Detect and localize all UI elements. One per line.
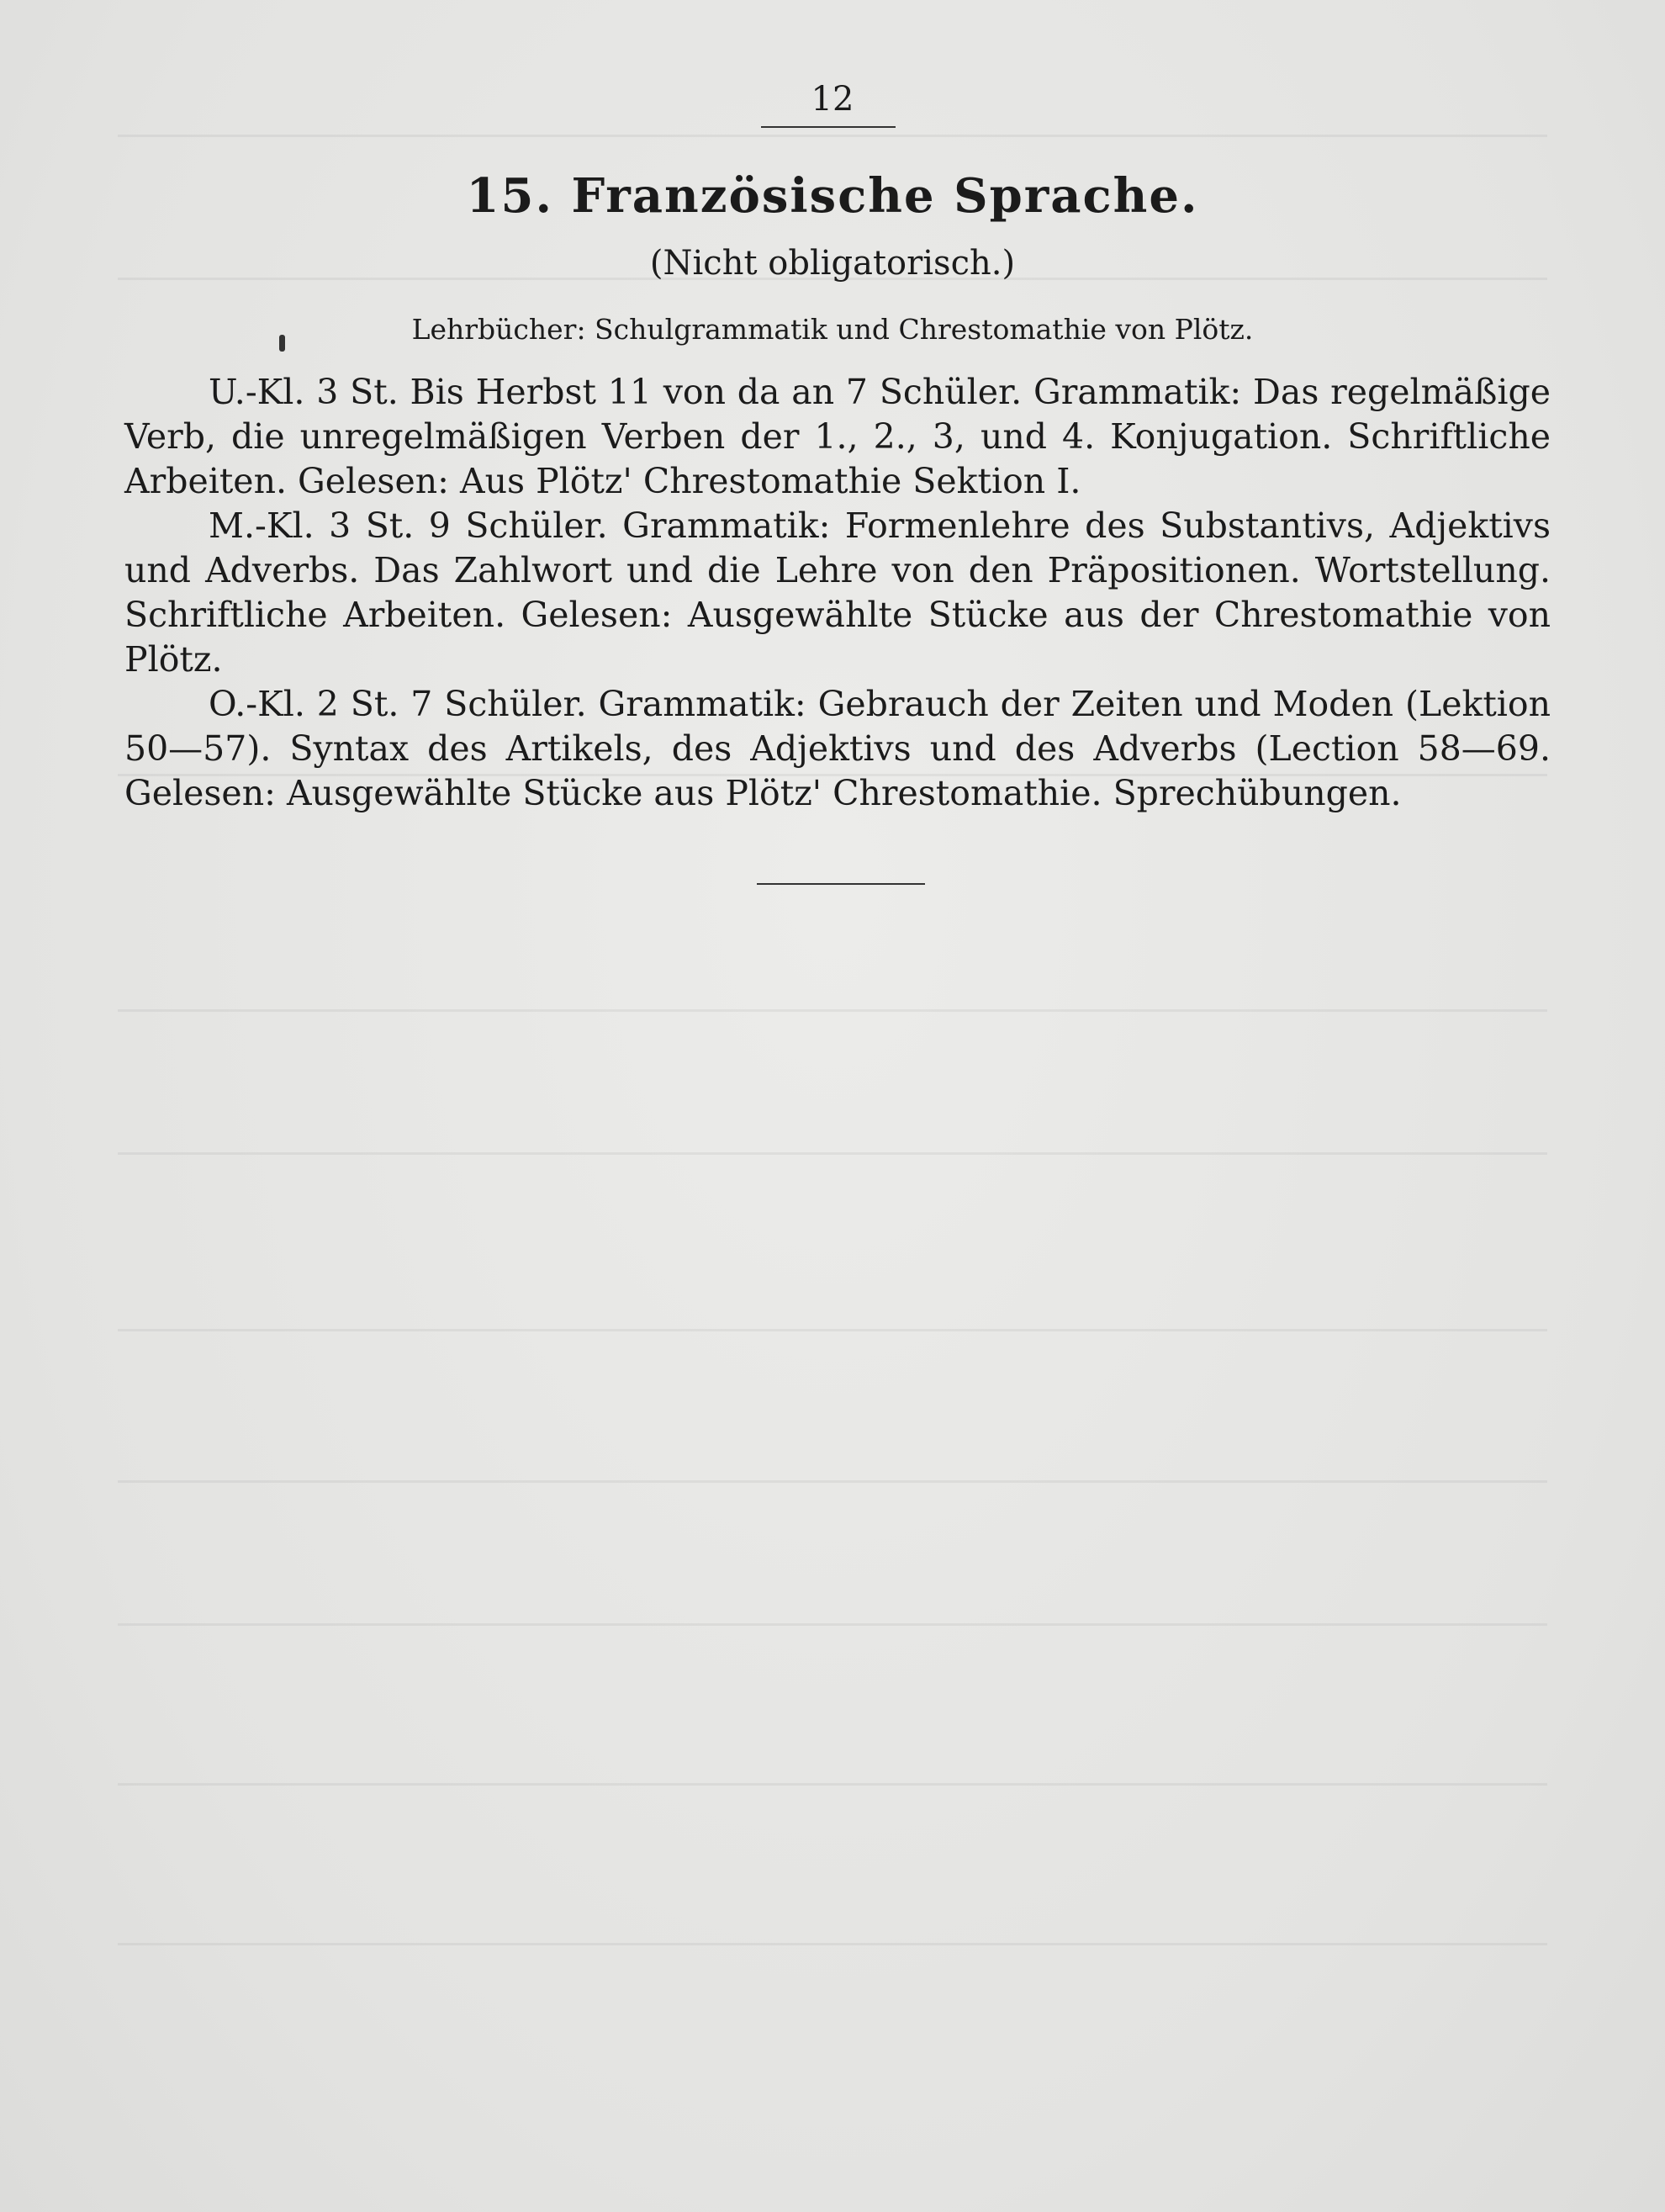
bleed-through-line (118, 135, 1547, 137)
bleed-through-line (118, 1329, 1547, 1331)
bleed-through-line (118, 1480, 1547, 1483)
paragraph-unterklasse: U.-Kl. 3 St. Bis Herbst 11 von da an 7 Schüler. Grammatik: Das regelmäßige Verb, die unregelmäßigen Verben der 1., 2., 3, und 4. Konjugation. Schriftliche Arbeiten. Gelesen: Aus Plötz' Chrestomathie Sektion I. (124, 372, 1551, 501)
body-text (124, 370, 1551, 816)
textbooks-line: Lehrbücher: Schulgrammatik und Chrestomathie von Plötz. (411, 313, 1254, 346)
section-subtitle: (Nicht obligatorisch.) (649, 244, 1016, 283)
bleed-through-line (118, 1943, 1547, 1945)
bleed-through-line (118, 1783, 1547, 1786)
page-number: 12 (811, 80, 854, 119)
section-title: 15. Französische Sprache. (466, 168, 1199, 224)
bleed-through-line (118, 1009, 1547, 1012)
bleed-through-line (118, 1623, 1547, 1626)
page-number-rule (761, 126, 896, 128)
bleed-through-line (118, 1152, 1547, 1155)
section-end-rule (757, 883, 925, 885)
paragraph-oberklasse: O.-Kl. 2 St. 7 Schüler. Grammatik: Gebrauch der Zeiten und Moden (Lektion 50—57). Syntax des Artikels, des Adjektivs und des Adverbs (Lection 58—69. Gelesen: Ausgewählte Stücke aus Plötz' Chrestomathie. Sprechübungen. (124, 684, 1551, 813)
paragraph-mittelklasse: M.-Kl. 3 St. 9 Schüler. Grammatik: Formenlehre des Substantivs, Adjektivs und Adverbs. Das Zahlwort und die Lehre von den Präpositionen. Wortstellung. Schriftliche Arbeiten. Gelesen: Ausgewählte Stücke aus der Chrestomathie von Plötz. (124, 505, 1551, 680)
